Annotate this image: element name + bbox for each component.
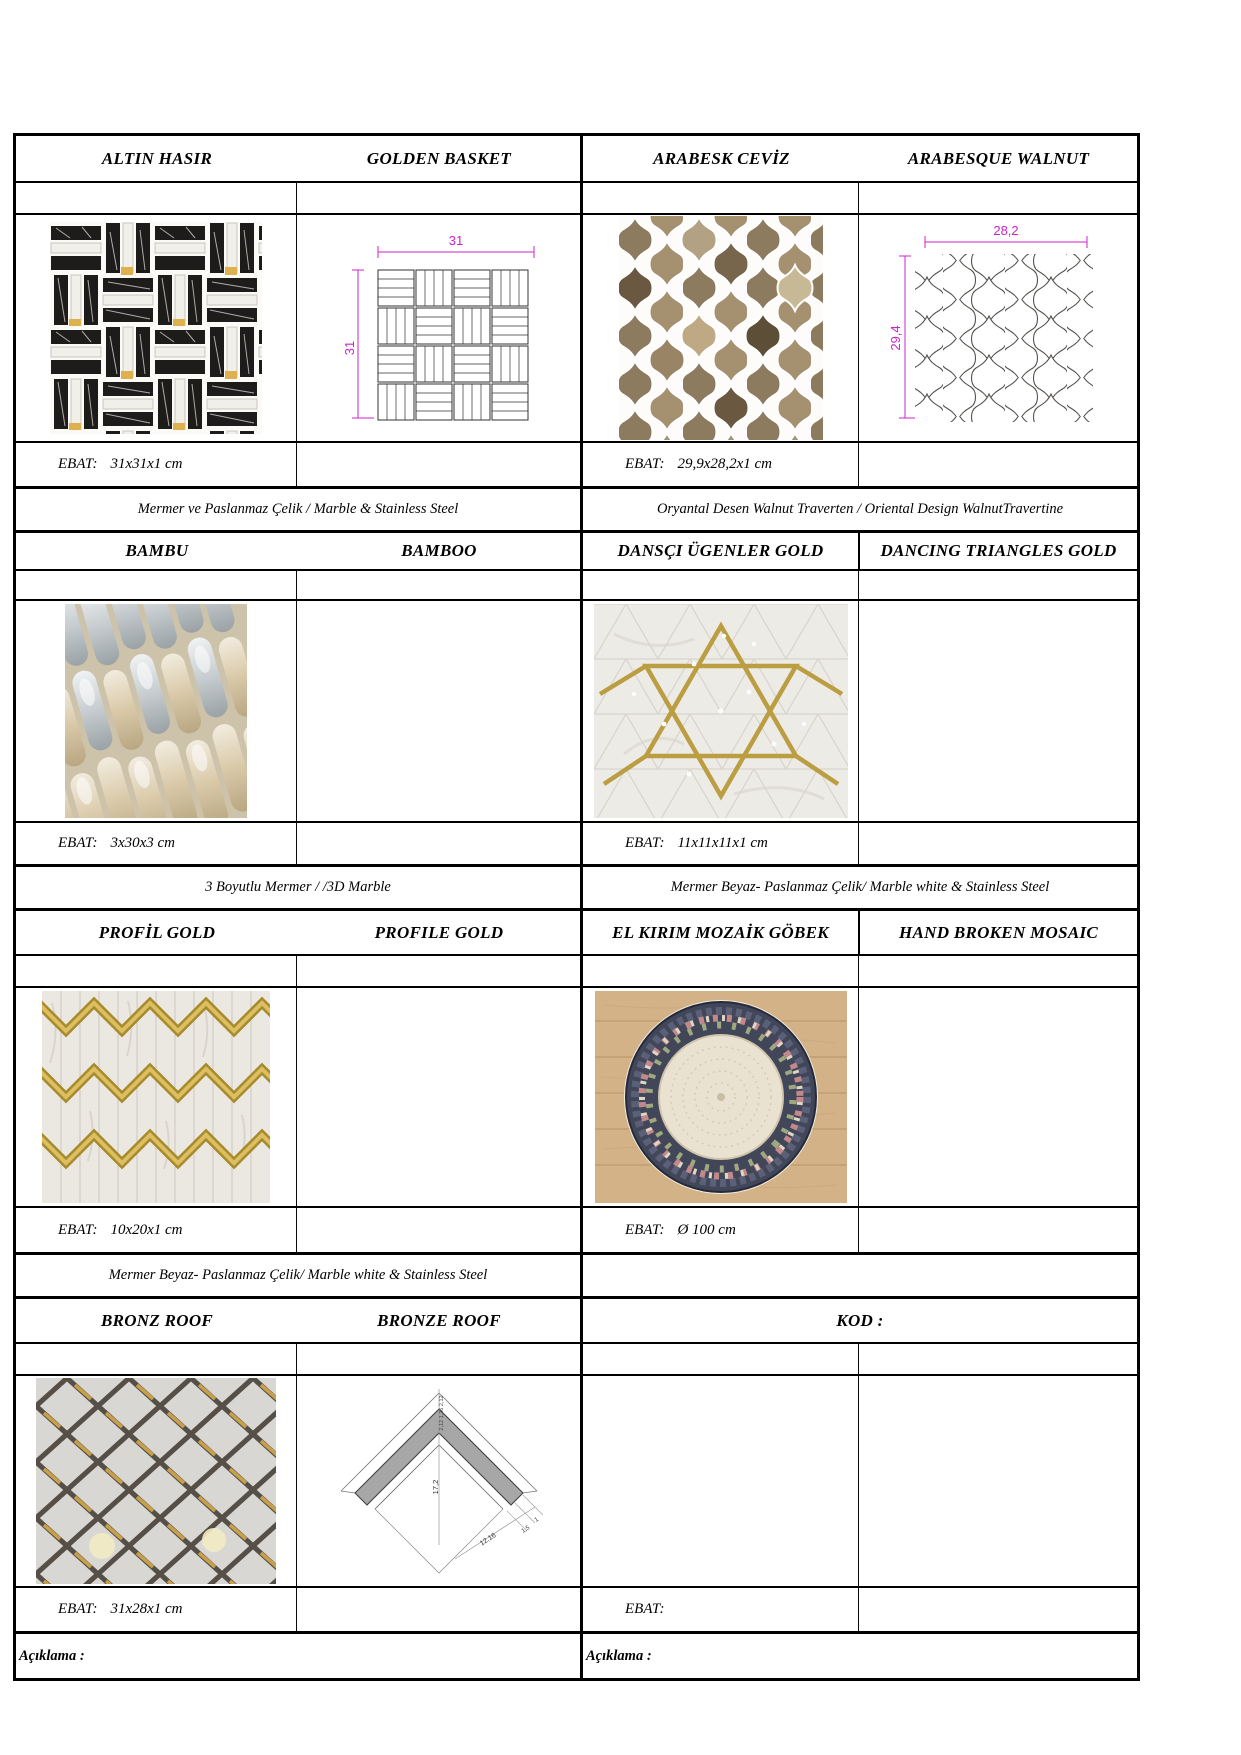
spacer-cell — [580, 1344, 858, 1376]
ebat-value: 31x28x1 cm — [110, 1601, 183, 1617]
golden-basket-drawing-cell — [296, 215, 580, 443]
ebat-label: EBAT: — [625, 456, 665, 472]
header-el-kirim-mozaik-gobek — [580, 911, 858, 956]
spacer-cell — [16, 1344, 296, 1376]
description-altin-hasir — [16, 489, 580, 533]
arabesque-walnut-drawing — [881, 222, 1115, 434]
ebat-label: EBAT: — [58, 456, 98, 472]
product-table — [13, 133, 1140, 1681]
spacer-cell — [296, 823, 580, 867]
golden-basket-height-dim: 31 — [341, 340, 357, 356]
bronze-roof-drawing — [331, 1383, 547, 1579]
bronze-roof-small-dim-2: 1 — [533, 1516, 540, 1524]
empty-image-cell — [858, 1376, 1137, 1588]
title-el-kirim-mozaik-gobek: EL KIRIM MOZAİK GÖBEK — [612, 922, 829, 942]
dansci-ugenler-gold-photo — [594, 604, 848, 818]
bronze-roof-apex-dims: 2,12 1,26 2,12 — [438, 1395, 445, 1431]
bronze-roof-small-dim-1: 1,5 — [520, 1525, 531, 1535]
header-altin-hasir-golden-basket — [16, 136, 580, 183]
empty-image-cell — [858, 601, 1137, 823]
header-hand-broken-mosaic — [858, 911, 1137, 956]
description-text: 3 Boyutlu Mermer / /3D Marble — [205, 879, 391, 895]
profil-gold-photo — [42, 991, 270, 1203]
spacer-cell — [858, 183, 1137, 215]
aciklama-label: Açıklama : — [19, 1647, 85, 1664]
spacer-cell — [296, 443, 580, 489]
ebat-value: 10x20x1 cm — [110, 1221, 183, 1238]
spacer-cell — [858, 1344, 1137, 1376]
ebat-profil-gold — [16, 1208, 296, 1255]
spacer-cell — [858, 571, 1137, 601]
dansci-ugenler-photo-cell — [580, 601, 858, 823]
ebat-altin-hasir — [16, 443, 296, 489]
golden-basket-drawing — [338, 230, 540, 426]
empty-image-cell — [580, 1376, 858, 1588]
bronze-roof-drawing-cell — [296, 1376, 580, 1588]
header-dancing-triangles-gold — [858, 533, 1137, 571]
ebat-label: EBAT: — [58, 1221, 98, 1238]
bronz-roof-photo — [36, 1378, 276, 1584]
spacer-cell — [580, 571, 858, 601]
empty-image-cell — [296, 988, 580, 1208]
spacer-cell — [296, 183, 580, 215]
header-dansci-ugenler-gold — [580, 533, 858, 571]
spacer-cell — [16, 571, 296, 601]
ebat-value: 3x30x3 cm — [110, 835, 176, 851]
spacer-cell — [16, 183, 296, 215]
title-arabesk-ceviz: ARABESK CEVİZ — [653, 148, 790, 168]
title-bambu: BAMBU — [125, 541, 189, 560]
arabesque-walnut-width-dim: 28,2 — [993, 223, 1019, 238]
bambu-photo-cell — [16, 601, 296, 823]
description-text: Mermer Beyaz- Paslanmaz Çelik/ Marble white & Stainless Steel — [108, 1267, 488, 1283]
description-text: Mermer ve Paslanmaz Çelik / Marble & Stainless Steel — [137, 501, 459, 517]
bronze-roof-vertical-dim: 17,2 — [430, 1479, 440, 1495]
spacer-cell — [296, 1588, 580, 1634]
header-bambu-bamboo — [16, 533, 580, 571]
spacer-cell — [858, 956, 1137, 988]
altin-hasir-photo — [50, 222, 262, 434]
arabesk-ceviz-photo — [619, 216, 823, 440]
ebat-bronz-roof — [16, 1588, 296, 1634]
title-kod: KOD : — [836, 1310, 884, 1330]
ebat-value: 11x11x11x1 cm — [677, 835, 768, 851]
title-bronz-roof: BRONZ ROOF — [100, 1310, 214, 1330]
profil-gold-photo-cell — [16, 988, 296, 1208]
title-bamboo: BAMBOO — [401, 541, 477, 560]
ebat-label: EBAT: — [58, 1601, 98, 1617]
title-altin-hasir: ALTIN HASIR — [101, 148, 213, 168]
empty-image-cell — [296, 601, 580, 823]
ebat-label: EBAT: — [58, 835, 98, 851]
ebat-value: 29,9x28,2x1 cm — [677, 456, 773, 472]
title-dansci-ugenler-gold: DANSÇI ÜGENLER GOLD — [617, 541, 824, 560]
spacer-cell — [858, 823, 1137, 867]
spacer-cell — [858, 443, 1137, 489]
header-bronz-roof-bronze-roof — [16, 1299, 580, 1344]
title-profile-gold: PROFILE GOLD — [374, 922, 504, 942]
description-profil-gold — [16, 1255, 580, 1299]
arabesque-walnut-drawing-cell — [858, 215, 1137, 443]
description-arabesk-ceviz — [580, 489, 1137, 533]
ebat-value: Ø 100 cm — [677, 1221, 736, 1238]
ebat-el-kirim — [580, 1208, 858, 1255]
ebat-bambu — [16, 823, 296, 867]
description-el-kirim-empty — [580, 1255, 1137, 1299]
empty-image-cell — [858, 988, 1137, 1208]
bronze-roof-diagonal-dim: 12,16 — [478, 1532, 497, 1548]
el-kirim-mozaik-gobek-photo — [595, 991, 847, 1203]
bambu-photo — [65, 604, 247, 818]
arabesk-ceviz-photo-cell — [580, 215, 858, 443]
description-text: Oryantal Desen Walnut Traverten / Oriental Design WalnutTravertine — [656, 501, 1064, 517]
spacer-cell — [296, 1344, 580, 1376]
aciklama-left — [16, 1634, 580, 1678]
aciklama-label: Açıklama : — [586, 1647, 652, 1664]
title-profil-gold: PROFİL GOLD — [98, 922, 216, 942]
aciklama-right — [580, 1634, 1137, 1678]
title-dancing-triangles-gold: DANCING TRIANGLES GOLD — [880, 541, 1117, 560]
spacer-cell — [16, 956, 296, 988]
golden-basket-width-dim: 31 — [448, 233, 463, 248]
bronz-roof-photo-cell — [16, 1376, 296, 1588]
arabesque-walnut-height-dim: 29,4 — [888, 325, 903, 351]
spacer-cell — [580, 183, 858, 215]
spacer-cell — [296, 956, 580, 988]
spacer-cell — [296, 1208, 580, 1255]
description-text: Mermer Beyaz- Paslanmaz Çelik/ Marble white & Stainless Steel — [670, 879, 1050, 895]
spacer-cell — [580, 956, 858, 988]
description-dansci-ugenler — [580, 867, 1137, 911]
description-bambu — [16, 867, 580, 911]
altin-hasir-photo-cell — [16, 215, 296, 443]
header-arabesk-ceviz-arabesque-walnut — [580, 136, 1137, 183]
ebat-arabesk-ceviz — [580, 443, 858, 489]
ebat-dansci-ugenler — [580, 823, 858, 867]
ebat-label: EBAT: — [625, 1601, 665, 1617]
header-profil-gold-profile-gold — [16, 911, 580, 956]
ebat-kod — [580, 1588, 858, 1634]
spacer-cell — [296, 571, 580, 601]
title-golden-basket: GOLDEN BASKET — [366, 148, 512, 168]
title-hand-broken-mosaic: HAND BROKEN MOSAIC — [898, 922, 1099, 942]
title-arabesque-walnut: ARABESQUE WALNUT — [907, 148, 1090, 168]
spacer-cell — [858, 1588, 1137, 1634]
ebat-label: EBAT: — [625, 1221, 665, 1238]
header-kod — [580, 1299, 1137, 1344]
ebat-label: EBAT: — [625, 835, 665, 851]
el-kirim-photo-cell — [580, 988, 858, 1208]
title-bronze-roof: BRONZE ROOF — [377, 1310, 501, 1330]
ebat-value: 31x31x1 cm — [110, 456, 183, 472]
spacer-cell — [858, 1208, 1137, 1255]
